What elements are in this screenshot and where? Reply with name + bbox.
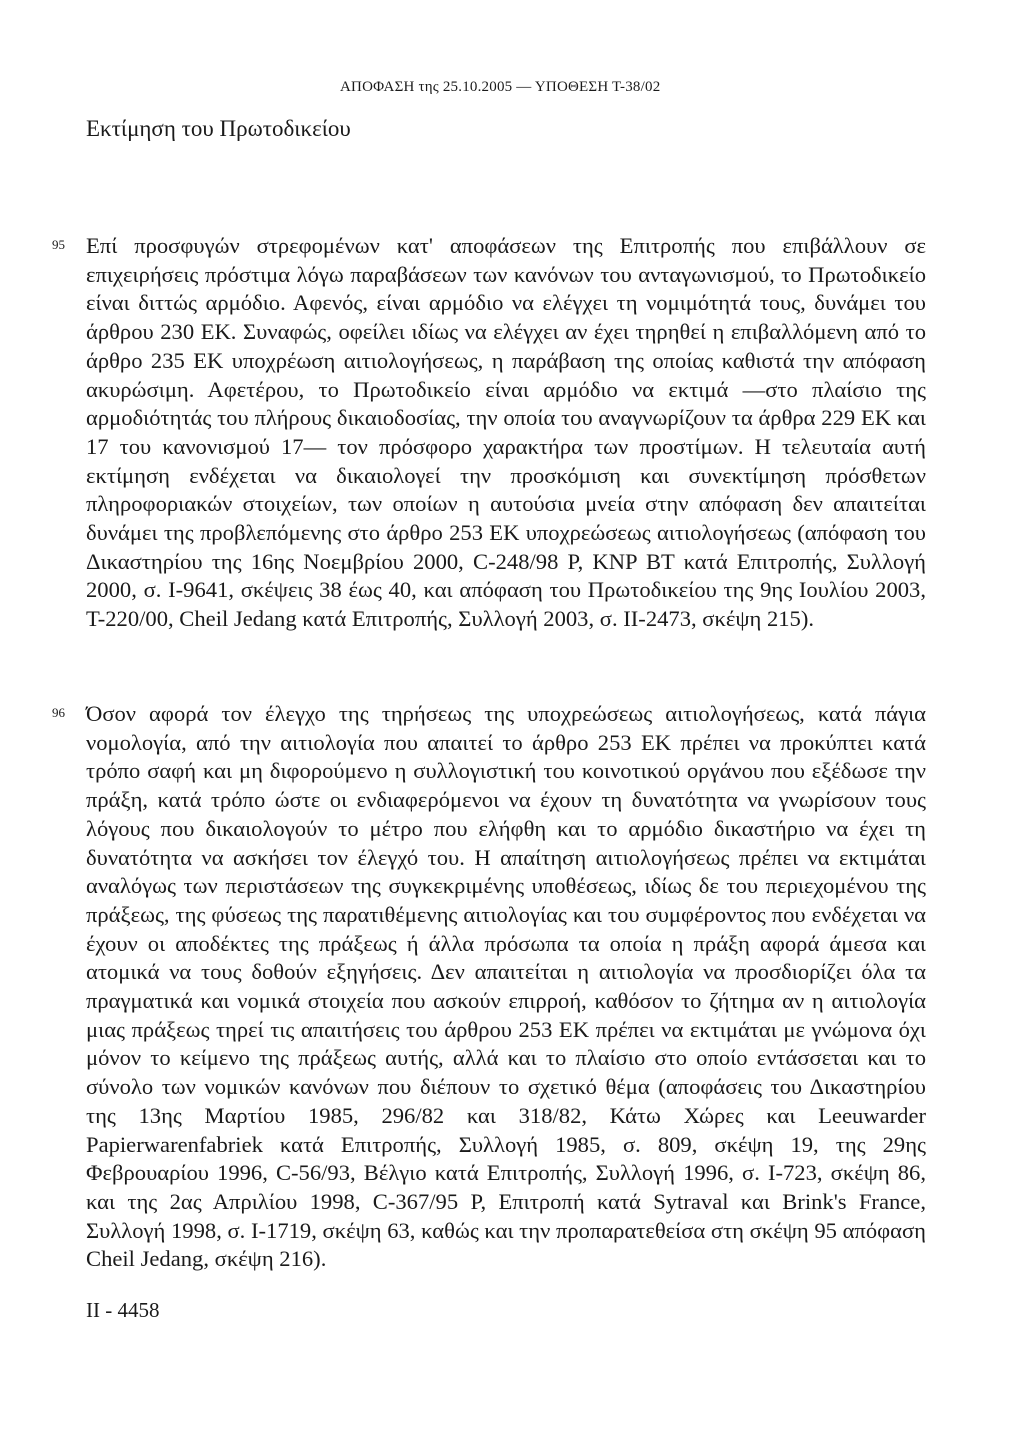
paragraph-text: Όσον αφορά τον έλεγχο της τηρήσεως της υποχρεώσεως αιτιολογήσεως, κατά πάγια νομολογία, από την αιτιολογία που απαιτεί το άρθρο 253 ΕΚ πρέπει να προκύπτει κατά τρόπο σαφή και μη διφορούμενο η συλλογιστική του κοινοτικού οργάνου που εξέδωσε την πράξη, κατά τρόπο ώστε οι ενδιαφερόμενοι να έχουν τη δυνατότητα να γνωρίσουν τους λόγους που δικαιολογούν το μέτρο που ελήφθη και το αρμόδιο δικαστήριο να έχει τη δυνατότητα να ασκήσει τον έλεγχό του. Η απαίτηση αιτιολογήσεως πρέπει να εκτιμάται αναλόγως των περιστάσεων της συγκεκριμένης υποθέσεως, ιδίως δε του περιεχομένου της πράξεως, της φύσεως της παρατιθέμενης αιτιολογίας και του συμφέροντος που ενδέχεται να έχουν οι αποδέκτες της πράξεως ή άλλα πρόσωπα τα οποία η πράξη αφορά άμεσα και ατομικά να τους δοθούν εξηγήσεις. Δεν απαιτείται η αιτιολογία να προσδιορίζει όλα τα πραγματικά και νομικά στοιχεία που ασκούν επιρροή, καθόσον το ζήτημα αν η αιτιολογία μιας πράξεως τηρεί τις απαιτήσεις του άρθρου 253 ΕΚ πρέπει να εκτιμάται με γνώμονα όχι μόνον το κείμενο της πράξεως αυτής, αλλά και το πλαίσιο στο οποίο εντάσσεται και το σύνολο των νομικών κανόνων που διέπουν το σχετικό θέμα (αποφάσεις του Δικαστηρίου της 13ης Μαρτίου 1985, 296/82 και 318/82, Κάτω Χώρες και Leeuwarder Papierwarenfabriek κατά Επιτροπής, Συλλογή 1985, σ. 809, σκέψη 19, της 29ης Φεβρουαρίου 1996, C-56/93, Βέλγιο κατά Επιτροπής, Συλλογή 1996, σ. I-723, σκέψη 86, και της 2ας Απριλίου 1998, C-367/95 P, Επιτροπή κατά Sytraval και Brink's France, Συλλογή 1998, σ. I-1719, σκέψη 63, καθώς και την προπαρατεθείσα στη σκέψη 95 απόφαση Cheil Jedang, σκέψη 216). (86, 701, 926, 1272)
page-number: II - 4458 (86, 1298, 160, 1322)
paragraph-95 (52, 232, 926, 634)
paragraph-number: 96 (52, 705, 65, 720)
paragraph-96 (52, 700, 926, 1274)
section-heading: Εκτίμηση του Πρωτοδικείου (86, 116, 351, 141)
paragraph-number: 95 (52, 237, 65, 252)
running-header: ΑΠΟΦΑΣΗ της 25.10.2005 — ΥΠΟΘΕΣΗ Τ-38/02 (340, 79, 661, 95)
paragraph-text: Επί προσφυγών στρεφομένων κατ' αποφάσεων της Επιτροπής που επιβάλλουν σε επιχειρήσεις πρόστιμα λόγω παραβάσεων των κανόνων του ανταγωνισμού, το Πρωτοδικείο είναι διττώς αρμόδιο. Αφενός, είναι αρμόδιο να ελέγχει τη νομιμότητά τους, δυνάμει του άρθρου 230 ΕΚ. Συναφώς, οφείλει ιδίως να ελέγχει αν έχει τηρηθεί η επιβαλλόμενη από το άρθρο 235 ΕΚ υποχρέωση αιτιολογήσεως, η παράβαση της οποίας καθιστά την απόφαση ακυρώσιμη. Αφετέρου, το Πρωτοδικείο είναι αρμόδιο να εκτιμά —στο πλαίσιο της αρμοδιότητάς του πλήρους δικαιοδοσίας, την οποία του αναγνωρίζουν τα άρθρα 229 ΕΚ και 17 του κανονισμού 17— τον πρόσφορο χαρακτήρα των προστίμων. Η τελευταία αυτή εκτίμηση ενδέχεται να δικαιολογεί την προσκόμιση και συνεκτίμηση πρόσθετων πληροφοριακών στοιχείων, των οποίων η αυτούσια μνεία στην απόφαση δεν απαιτείται δυνάμει της προβλεπόμενης στο άρθρο 253 ΕΚ υποχρεώσεως αιτιολογήσεως (απόφαση του Δικαστηρίου της 16ης Νοεμβρίου 2000, C-248/98 P, KNP BT κατά Επιτροπής, Συλλογή 2000, σ. I-9641, σκέψεις 38 έως 40, και απόφαση του Πρωτοδικείου της 9ης Ιουλίου 2003, T-220/00, Cheil Jedang κατά Επιτροπής, Συλλογή 2003, σ. II-2473, σκέψη 215). (86, 233, 926, 632)
